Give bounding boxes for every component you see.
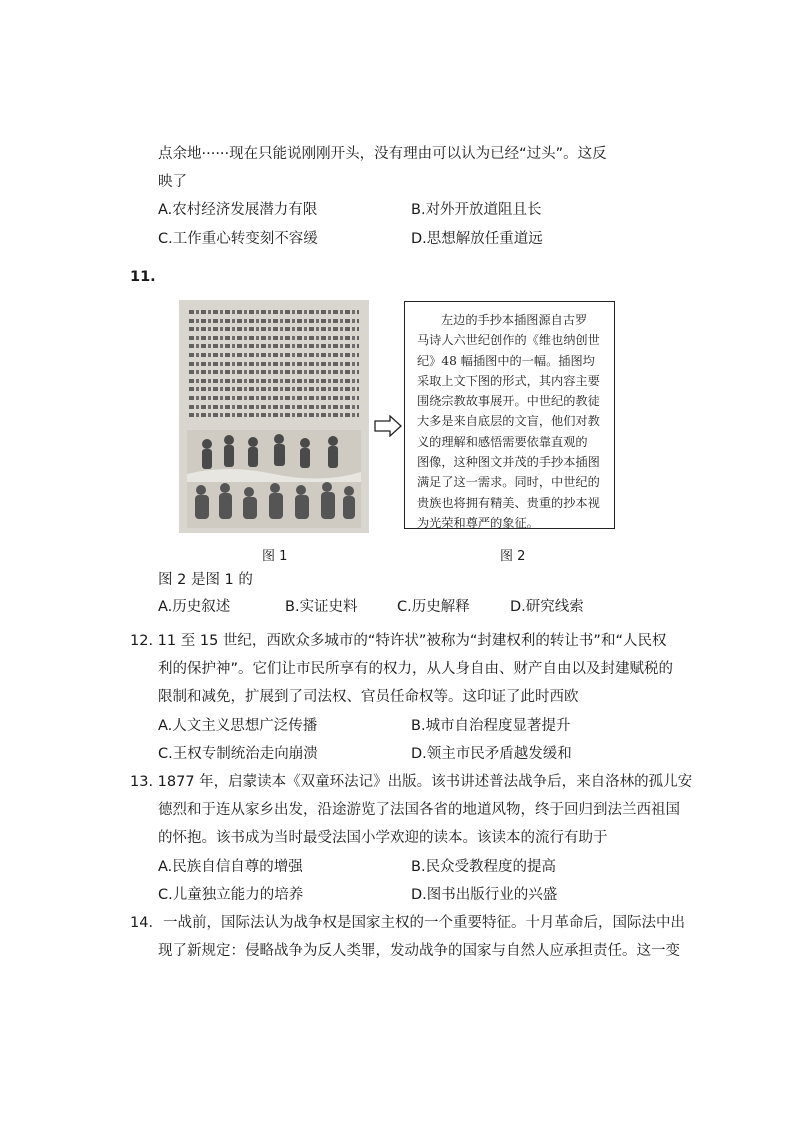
q10-stem-line-2: 映了 <box>158 174 187 190</box>
figure2-line: 贵族也将拥有精美、贵重的抄本视 <box>417 495 600 510</box>
figure2-line: 马诗人六世纪创作的《维也纳创世 <box>417 333 600 348</box>
q14-stem-line-2: 现了新规定：侵略战争为反人类罪，发动战争的国家与自然人应承担责任。这一变 <box>158 943 680 959</box>
figure2-text-box <box>404 301 615 529</box>
figure2-line: 围绕宗教故事展开。中世纪的教徒 <box>417 394 600 409</box>
q12-stem-line-3: 限制和减免，扩展到了司法权、官员任命权等。这印证了此时西欧 <box>158 689 579 705</box>
q11-stem: 图 2 是图 1 的 <box>158 572 253 588</box>
q10-option-c[interactable]: C.工作重心转变刻不容缓 <box>158 231 318 247</box>
figure2-caption: 图 2 <box>500 549 526 564</box>
q10-option-d[interactable]: D.思想解放任重道远 <box>411 231 543 247</box>
figure2-line: 左边的手抄本插图源自古罗 <box>441 313 588 327</box>
manuscript-text-block <box>189 310 359 425</box>
figure2-line: 采取上文下图的形式，其内容主要 <box>417 373 600 388</box>
q11-option-c[interactable]: C.历史解释 <box>397 599 470 615</box>
q12-option-b[interactable]: B.城市自治程度显著提升 <box>411 718 571 734</box>
figure2-line: 大多是来自底层的文盲，他们对教 <box>417 414 600 429</box>
manuscript-illustration-image <box>179 300 369 533</box>
figure1-caption: 图 1 <box>262 549 288 564</box>
figure2-line: 图像，这种图文并茂的手抄本插图 <box>417 455 600 470</box>
q10-option-b[interactable]: B.对外开放道阻且长 <box>411 202 542 218</box>
right-arrow-icon <box>374 415 402 437</box>
figure2-line: 义的理解和感悟需要依靠直观的 <box>417 434 588 449</box>
q12-option-d[interactable]: D.领主市民矛盾越发缓和 <box>411 746 572 762</box>
q12-option-c[interactable]: C.王权专制统治走向崩溃 <box>158 746 318 762</box>
q12-option-a[interactable]: A.人文主义思想广泛传播 <box>158 718 318 734</box>
q10-option-a[interactable]: A.农村经济发展潜力有限 <box>158 202 318 218</box>
q11-option-d[interactable]: D.研究线索 <box>510 599 584 615</box>
q11-number: 11. <box>130 269 156 285</box>
figure2-line: 纪》48 幅插图中的一幅。插图均 <box>417 353 595 368</box>
q11-option-a[interactable]: A.历史叙述 <box>158 599 231 615</box>
figure2-line: 满足了这一需求。同时，中世纪的 <box>417 475 600 490</box>
q13-option-c[interactable]: C.儿童独立能力的培养 <box>158 887 304 903</box>
manuscript-figures-drawing <box>187 430 361 528</box>
q14-stem-line-1: 14．一战前，国际法认为战争权是国家主权的一个重要特征。十月革命后，国际法中出 <box>130 915 685 931</box>
q13-stem-line-2: 德烈和于连从家乡出发，沿途游览了法国各省的地道风物，终于回归到法兰西祖国 <box>158 802 680 818</box>
q13-stem-line-1: 13. 1877 年，启蒙读本《双童环法记》出版。该书讲述普法战争后，来自洛林的孤儿安 <box>130 774 693 790</box>
q13-option-d[interactable]: D.图书出版行业的兴盛 <box>411 887 558 903</box>
figure2-line: 为光荣和尊严的象征。 <box>417 515 539 530</box>
q13-stem-line-3: 的怀抱。该书成为当时最受法国小学欢迎的读本。该读本的流行有助于 <box>158 830 608 846</box>
q11-option-b[interactable]: B.实证史料 <box>285 599 358 615</box>
q10-stem-line-1: 点余地······现在只能说刚刚开头，没有理由可以认为已经“过头”。这反 <box>158 146 607 162</box>
q12-stem-line-1: 12. 11 至 15 世纪，西欧众多城市的“特许状”被称为“封建权利的转让书”和“人民权 <box>130 633 667 649</box>
q12-stem-line-2: 利的保护神”。它们让市民所享有的权力，从人身自由、财产自由以及封建赋税的 <box>158 661 674 677</box>
q13-option-a[interactable]: A.民族自信自尊的增强 <box>158 859 303 875</box>
q13-option-b[interactable]: B.民众受教程度的提高 <box>411 859 557 875</box>
